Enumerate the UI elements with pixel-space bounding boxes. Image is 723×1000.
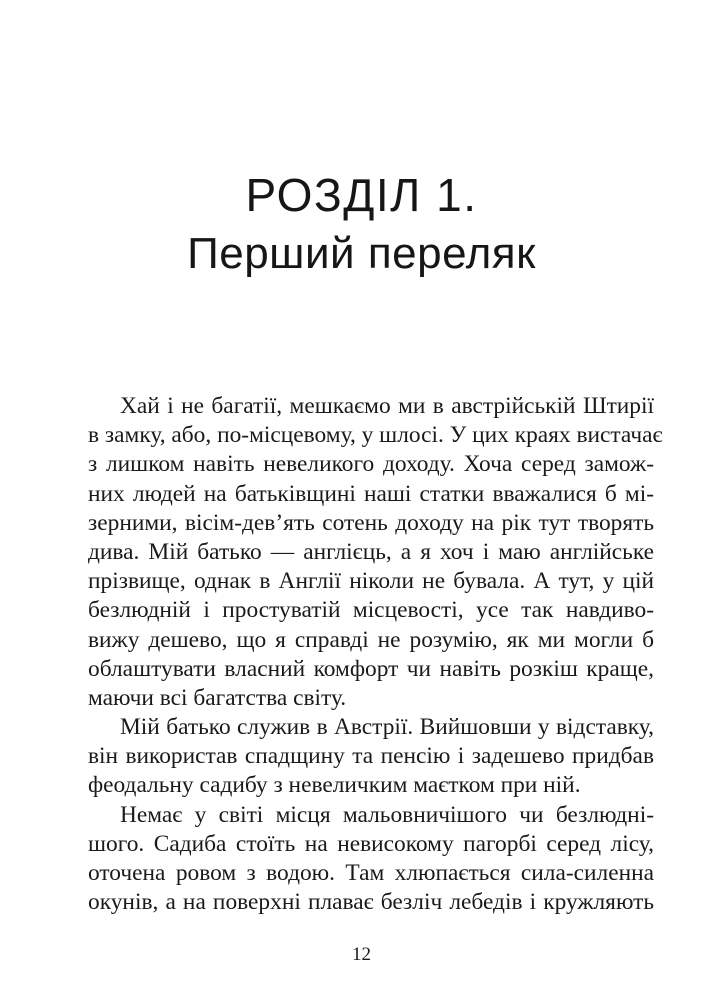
chapter-number: РОЗДІЛ 1. [245,169,478,221]
text-line: окунів, а на поверхні плаває безліч лебедів і кружляють [88,889,654,916]
paragraph [88,392,663,713]
text-line: них людей на батьківщині наші статки вважалися б мі- [88,480,654,507]
text-line: Немає у світі місця мальовничішого чи безлюдні- [120,801,654,828]
text-line: маючи всі багатства світу. [88,684,347,711]
text-line: Хай і не багатії, мешкаємо ми в австрійській Штирії [120,393,654,419]
text-line: вижу дешево, що я справді не розумію, як ми могли б [88,626,654,653]
chapter-title: Перший переляк [187,229,536,278]
text-line: в замку, або, по-місцевому, у шлосі. У цих краях вистачає [88,422,663,449]
text-line: зерними, вісім-дев’ять сотень доходу на рік тут творять [88,509,654,536]
paragraph [88,801,654,918]
text-line: прізвище, однак в Англії ніколи не бувала. А тут, у цій [88,568,654,595]
paragraph [88,713,654,801]
text-line: безлюдній і простуватій місцевості, усе так навдиво- [88,597,654,624]
chapter-header [0,166,723,282]
text-line: облаштувати власний комфорт чи навіть розкіш краще, [88,655,654,682]
text-line: шого. Садиба стоїть на невисокому пагорбі серед лісу, [88,830,654,857]
page-number: 12 [352,944,371,965]
text-line: дива. Мій батько — англієць, а я хоч і маю англійське [88,538,654,565]
text-line: феодальну садибу з невеличким маєтком при ній. [88,772,581,799]
body-text [88,392,663,917]
text-line: Мій батько служив в Австрії. Вийшовши у відставку, [120,714,654,741]
text-line: він використав спадщину та пенсію і задешево придбав [88,743,654,770]
text-line: оточена ровом з водою. Там хлюпається сила-силенна [88,860,654,886]
text-line: з лишком навіть невеликого доходу. Хоча серед замож- [88,451,654,478]
